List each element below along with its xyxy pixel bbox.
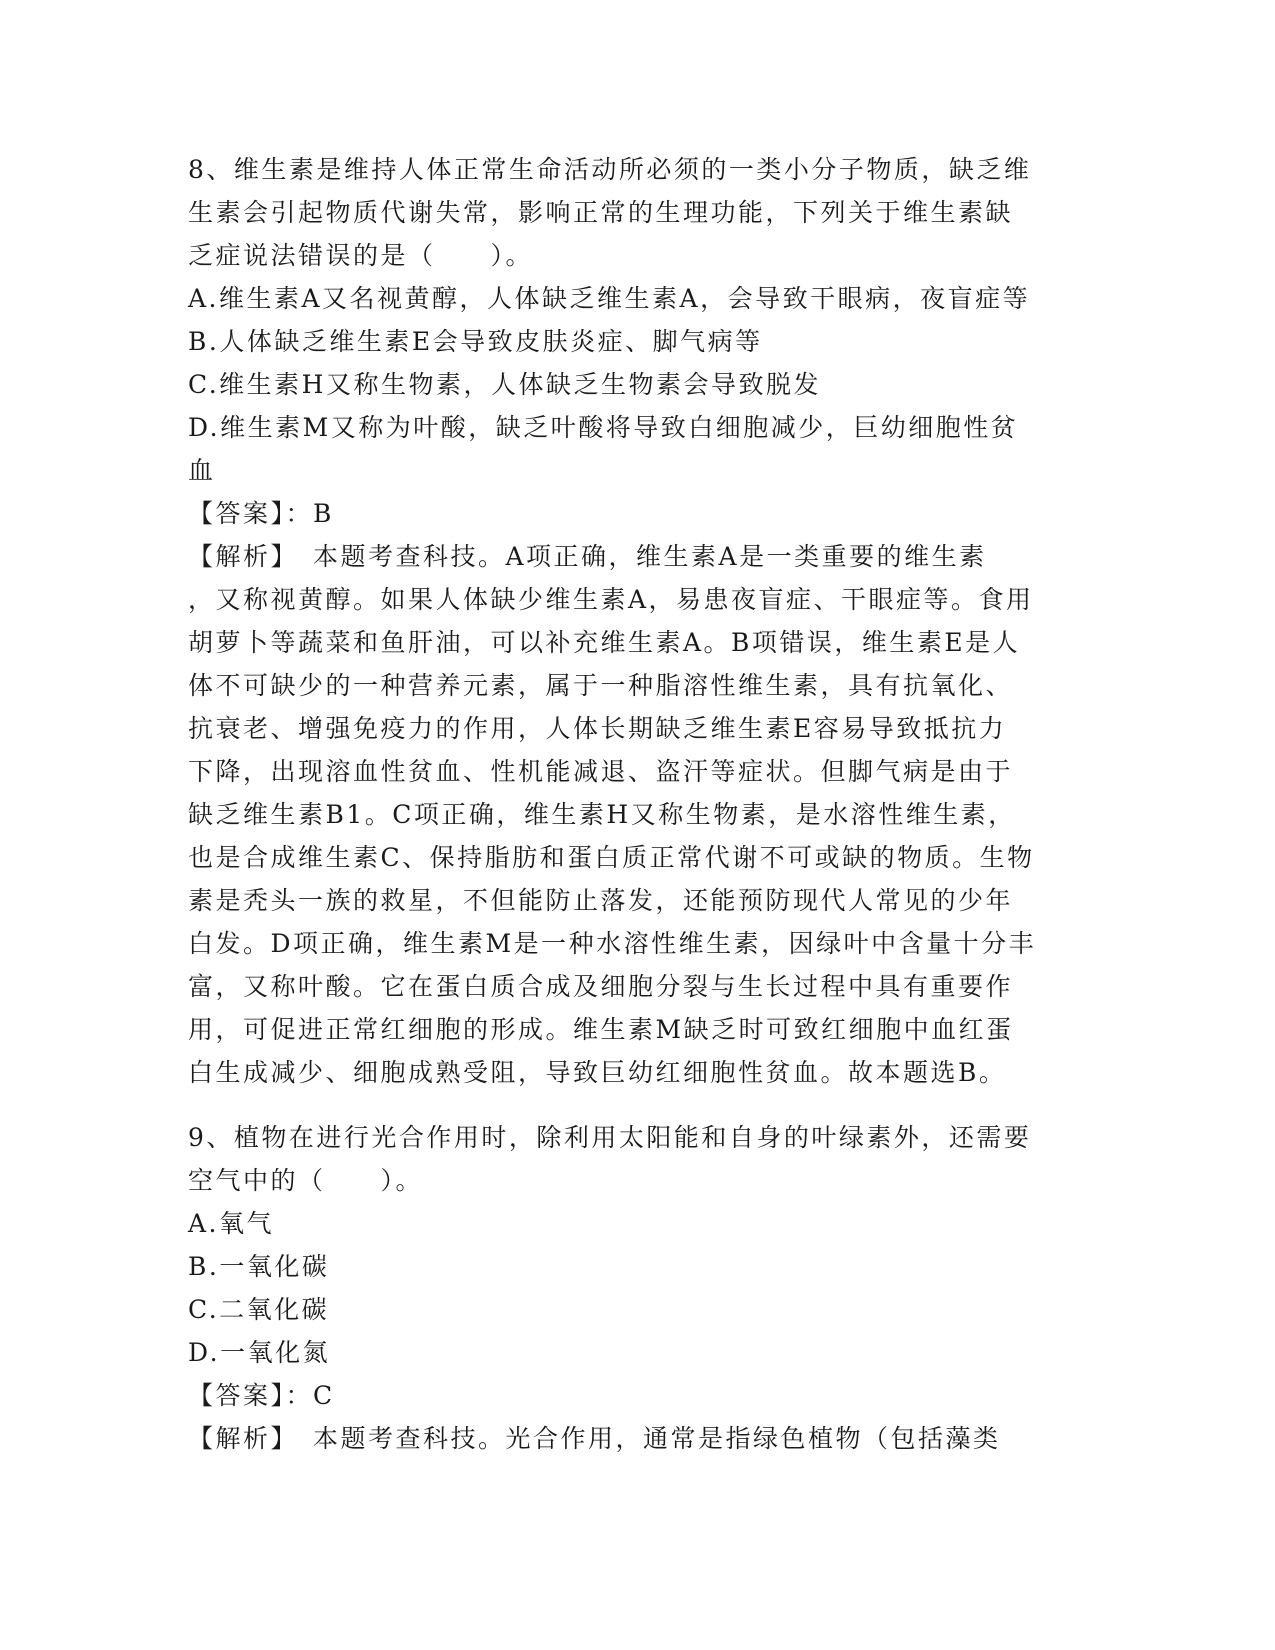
document-page [188,148,1088,1460]
option-d: D.维生素M又称为叶酸，缺乏叶酸将导致白细胞减少，巨幼细胞性贫 [188,413,1019,442]
analysis-line: 素是秃头一族的救星，不但能防止落发，还能预防现代人常见的少年 [188,886,1014,915]
question-9 [188,1116,1088,1460]
option-a: A.维生素A又名视黄醇，人体缺乏维生素A，会导致干眼病，夜盲症等 [188,284,1031,313]
analysis-line: 胡萝卜等蔬菜和鱼肝油，可以补充维生素A。B项错误，维生素E是人 [188,628,1021,657]
question-stem-line: 生素会引起物质代谢失常，影响正常的生理功能，下列关于维生素缺 [188,198,1014,227]
analysis-line: 【解析】 本题考查科技。A项正确，维生素A是一类重要的维生素 [188,542,987,571]
analysis-line: 下降，出现溶血性贫血、性机能减退、盗汗等症状。但脚气病是由于 [188,757,1014,786]
analysis-line: 用，可促进正常红细胞的形成。维生素M缺乏时可致红细胞中血红蛋 [188,1015,1014,1044]
analysis-line: ，又称视黄醇。如果人体缺少维生素A，易患夜盲症、干眼症等。食用 [188,585,1034,614]
option-d-continued: 血 [188,456,216,485]
analysis-line: 白发。D项正确，维生素M是一种水溶性维生素，因绿叶中含量十分丰 [188,929,1037,958]
analysis-line: 体不可缺少的一种营养元素，属于一种脂溶性维生素，具有抗氧化、 [188,671,1014,700]
option-b: B.一氧化碳 [188,1252,330,1281]
analysis-line: 抗衰老、增强免疫力的作用，人体长期缺乏维生素E容易导致抵抗力 [188,714,1007,743]
analysis-line: 缺乏维生素B1。C项正确，维生素H又称生物素，是水溶性维生素， [188,800,1016,829]
analysis-line: 富，又称叶酸。它在蛋白质合成及细胞分裂与生长过程中具有重要作 [188,972,1014,1001]
option-b: B.人体缺乏维生素E会导致皮肤炎症、脚气病等 [188,327,763,356]
answer: 【答案】：B [188,499,334,528]
question-8 [188,148,1088,1094]
option-d: D.一氧化氮 [188,1338,331,1367]
question-stem-line: 空气中的（ ）。 [188,1166,424,1195]
option-c: C.维生素H又称生物素，人体缺乏生物素会导致脱发 [188,370,821,399]
question-stem-line: 8、维生素是维持人体正常生命活动所必须的一类小分子物质，缺乏维 [188,155,1032,184]
question-stem-line: 9、植物在进行光合作用时，除利用太阳能和自身的叶绿素外，还需要 [188,1123,1032,1152]
analysis-line: 白生成减少、细胞成熟受阻，导致巨幼红细胞性贫血。故本题选B。 [188,1058,1007,1087]
option-c: C.二氧化碳 [188,1295,330,1324]
answer: 【答案】：C [188,1381,335,1410]
question-stem-line: 乏症说法错误的是（ ）。 [188,241,534,270]
option-a: A.氧气 [188,1209,275,1238]
analysis-line: 【解析】 本题考查科技。光合作用，通常是指绿色植物（包括藻类 [188,1424,1001,1453]
analysis-line: 也是合成维生素C、保持脂肪和蛋白质正常代谢不可或缺的物质。生物 [188,843,1035,872]
